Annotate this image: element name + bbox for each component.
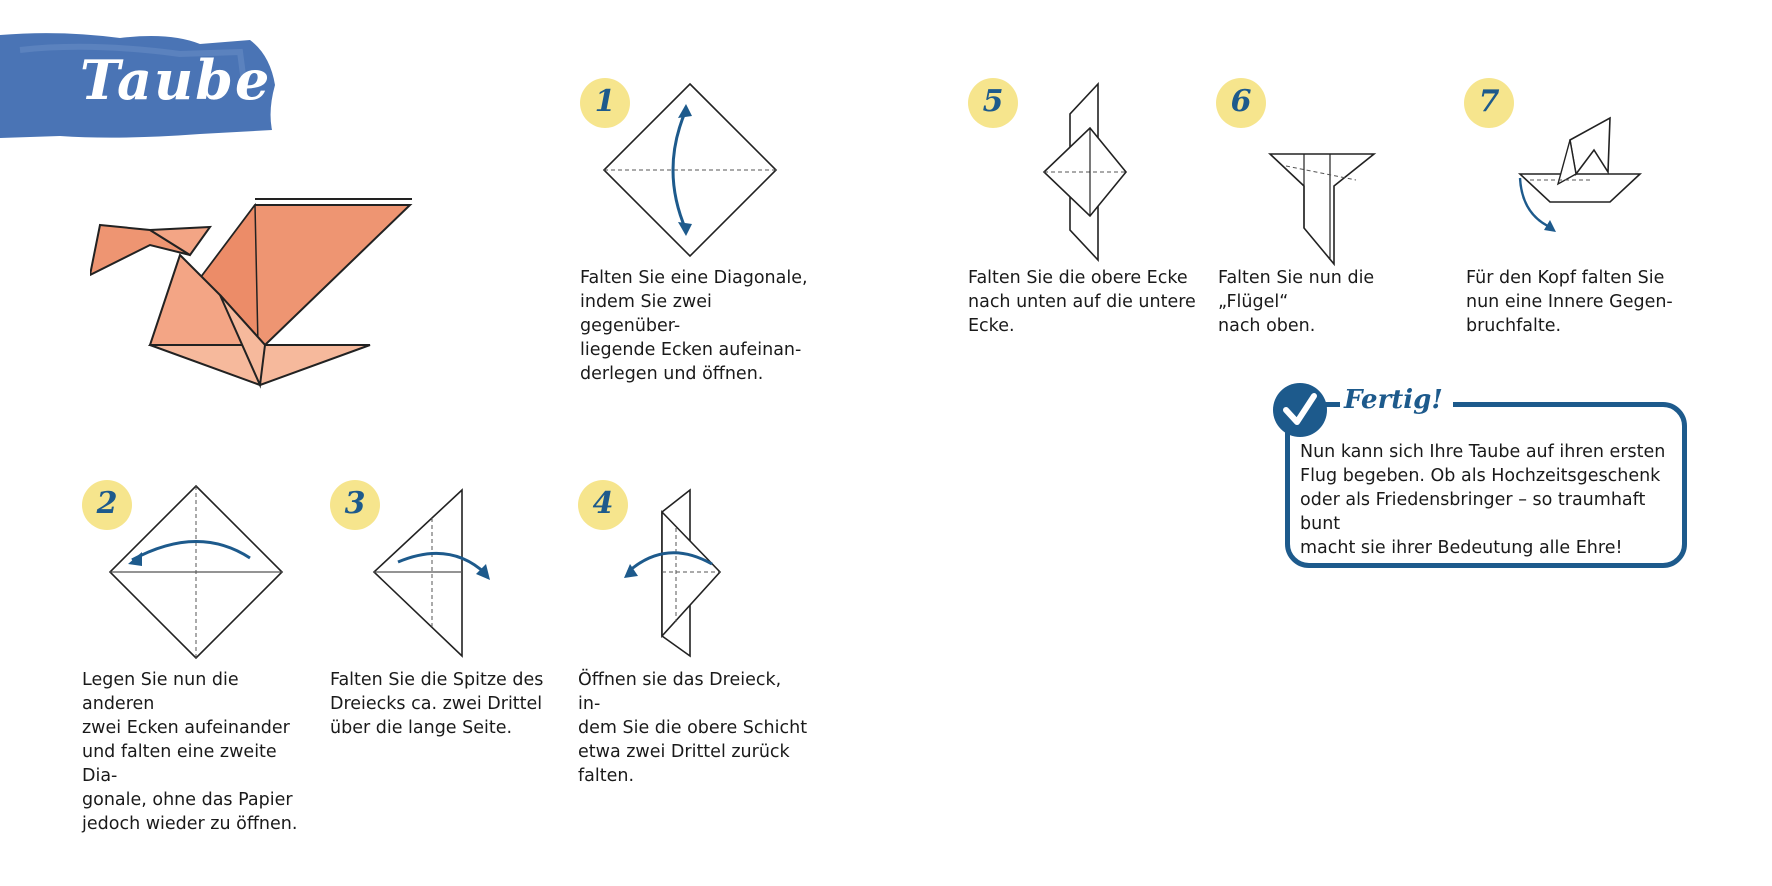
step-5-diagram	[1040, 82, 1140, 262]
step-2-diagram	[108, 484, 284, 660]
step-2-text: Legen Sie nun die anderen zwei Ecken aufeinander und falten eine zweite Dia- gonale, ohne das Papier jedoch wieder zu öffnen.	[82, 670, 298, 834]
step-6-badge: 6	[1216, 78, 1266, 128]
step-1-text: Falten Sie eine Diagonale, indem Sie zwei gegenüber- liegende Ecken aufeinan- derlegen und öffnen.	[580, 268, 808, 384]
dove-illustration	[90, 195, 420, 405]
step-7-diagram	[1510, 110, 1650, 240]
check-icon	[1272, 382, 1328, 438]
step-3-diagram	[370, 488, 500, 658]
step-5-text: Falten Sie die obere Ecke nach unten auf die untere Ecke.	[968, 268, 1196, 336]
step-7-badge: 7	[1464, 78, 1514, 128]
step-2-badge: 2	[82, 480, 132, 530]
step-1-diagram	[600, 82, 780, 262]
step-5-badge: 5	[968, 78, 1018, 128]
step-6-diagram	[1266, 148, 1378, 268]
step-3-text: Falten Sie die Spitze des Dreiecks ca. zwei Drittel über die lange Seite.	[330, 670, 544, 738]
finish-title: Fertig!	[1340, 385, 1453, 415]
finish-text: Nun kann sich Ihre Taube auf ihren ersten Flug begeben. Ob als Hochzeitsgeschenk oder als Friedensbringer – so traumhaft bunt macht sie ihrer Bedeutung alle Ehre!	[1300, 442, 1666, 558]
step-4-badge: 4	[578, 480, 628, 530]
step-4-text: Öffnen sie das Dreieck, in- dem Sie die obere Schicht etwa zwei Drittel zurück falten.	[578, 670, 808, 786]
step-3-badge: 3	[330, 480, 380, 530]
step-6-text: Falten Sie nun die „Flügel“ nach oben.	[1218, 268, 1375, 336]
step-1-badge: 1	[580, 78, 630, 128]
page-title: Taube	[80, 48, 272, 112]
step-7-text: Für den Kopf falten Sie nun eine Innere Gegen- bruchfalte.	[1466, 268, 1673, 336]
step-4-diagram	[616, 488, 726, 658]
